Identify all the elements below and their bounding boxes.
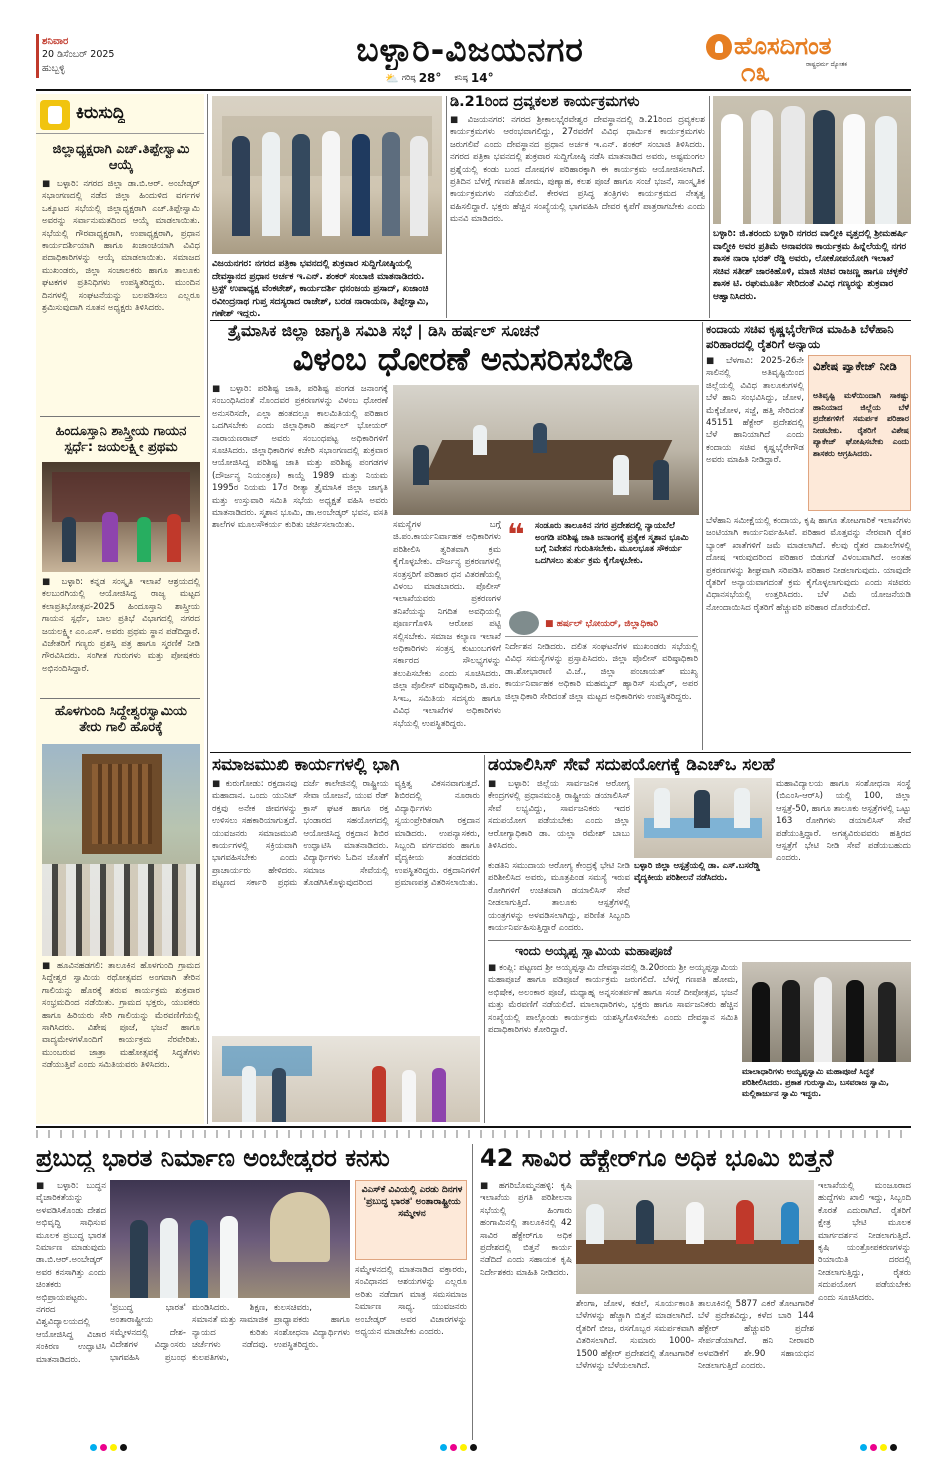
main-quote-author: ■ ಹರ್ಷಲ್ ಭೋಯರ್, ಜಿಲ್ಲಾಧಿಕಾರಿ — [545, 619, 659, 629]
main-body-3: ನಿರ್ದೇಶನ ನೀಡಿದರು. ದಲಿತ ಸಂಘಟನೆಗಳ ಮುಖಂಡರು ಸಭೆಯಲ್ಲಿ ವಿವಿಧ ಸಮಸ್ಯೆಗಳನ್ನು ಪ್ರಸ್ತಾಪಿಸಿದರು. ಜಿಲ್ಲಾ ಪೊಲೀಸ್ ವರಿಷ್ಠಾಧಿಕಾರಿ ಡಾ.ಶೋಭಾರಾಣಿ ವಿ.ಜೆ., ಜಿಲ್ಲಾ ಪಂಚಾಯತ್ ಮುಖ್ಯ ಕಾರ್ಯನಿರ್ವಾಹಕ ಅಧಿಕಾರಿ ಮಹಮ್ಮದ್ ಹ್ಯಾರಿಸ್ ಸುಮೈರ್, ಅಪರ ಜಿಲ್ಲಾಧಿಕಾರಿ ಸೇರಿದಂತೆ ಜಿಲ್ಲಾ ಮಟ್ಟದ ಅಧಿಕಾರಿಗಳು ಉಪಸ್ಥಿತರಿದ್ದರು. — [505, 642, 698, 702]
land-body-4: ಇಲಾಖೆಯಲ್ಲಿ ಮಂಜೂರಾದ ಹುದ್ದೆಗಳು ಖಾಲಿ ಇದ್ದು, ಸಿಬ್ಬಂದಿ ಕೊರತೆ ಎದುರಾಗಿದೆ. ರೈತರಿಗೆ ಕ್ಷೇತ್ರ ಭೇಟಿ ಮೂಲಕ ಮಾರ್ಗದರ್ಶನ ನೀಡಲಾಗುತ್ತಿದೆ. ಕೃಷಿ ಯಂತ್ರೋಪಕರಣಗಳನ್ನು ರಿಯಾಯಿತಿ ದರದಲ್ಲಿ ನೀಡಲಾಗುತ್ತಿದ್ದು, ರೈತರು ಸದುಪಯೋಗ ಪಡೆಯಬೇಕು ಎಂದು ಸೂಚಿಸಿದರು. — [818, 1181, 911, 1303]
dialysis-photo-caption: ಬಳ್ಳಾರಿ ಜಿಲ್ಲಾ ಆಸ್ಪತ್ರೆಯಲ್ಲಿ ಡಾ. ಎಸ್.ಬಸರೆಡ್ಡಿ ವೈದ್ಯಕೀಯ ಪರಿಶೀಲನೆ ನಡೆಸಿದರು. — [634, 861, 760, 883]
story2-headline: ಹಿಂದೂಸ್ತಾನಿ ಶಾಸ್ತ್ರೀಯ ಗಾಯನ ಸ್ಪರ್ಧೆ: ಜಯಲಕ್ಷ್ಮೀ ಪ್ರಥಮ — [55, 424, 187, 455]
right-body-2: ಬೆಳೆಹಾನಿ ಸಮೀಕ್ಷೆಯಲ್ಲಿ ಕಂದಾಯ, ಕೃಷಿ ಹಾಗೂ ತೋಟಗಾರಿಕೆ ಇಲಾಖೆಗಳು ಜಂಟಿಯಾಗಿ ಕಾರ್ಯನಿರ್ವಹಿಸಿವೆ. ಪರಿಹಾರ ಮೊತ್ತವನ್ನು ನೇರವಾಗಿ ರೈತರ ಬ್ಯಾಂಕ್ ಖಾತೆಗಳಿಗೆ ಜಮೆ ಮಾಡಲಾಗಿದೆ. ಕೆಲವು ರೈತರ ದಾಖಲೆಗಳಲ್ಲಿ ದೋಷ ಇರುವುದರಿಂದ ಪರಿಹಾರ ಬಿಡುಗಡೆ ವಿಳಂಬವಾಗಿದೆ. ಅಂತಹ ಪ್ರಕರಣಗಳನ್ನು ಶೀಘ್ರವಾಗಿ ಸರಿಪಡಿಸಿ ಪರಿಹಾರ ನೀಡಲಾಗುವುದು. ಯಾವುದೇ ರೈತರಿಗೆ ಅನ್ಯಾಯವಾಗದಂತೆ ಕ್ರಮ ಕೈಗೊಳ್ಳಲಾಗುವುದು ಎಂದು ಸಚಿವರು ವಿಧಾನಸಭೆಯಲ್ಲಿ ಉತ್ತರಿಸಿದರು. ಬೆಳೆ ವಿಮೆ ಯೋಜನೆಯಡಿ ನೋಂದಾಯಿಸಿದ ರೈತರಿಗೆ ಹೆಚ್ಚುವರಿ ಪರಿಹಾರ ದೊರೆಯಲಿದೆ. — [706, 516, 911, 613]
top-right-photo — [713, 96, 911, 224]
ambedkar-headline: ಪ್ರಬುದ್ಧ ಭಾರತ ನಿರ್ಮಾಣ ಅಂಬೇಡ್ಕರರ ಕನಸು — [36, 1144, 390, 1172]
social-body: ■ ಕುರುಗೋಡು: ರಕ್ತದಾನವು ಮಹಾದಾನ. ಒಂದು ಯುನಿಟ್ ರಕ್ತವು ಅನೇಕ ಜೀವಗಳನ್ನು ಉಳಿಸಲು ಸಹಕಾರಿಯಾಗುತ್ತದೆ. ಯುವಜನರು ಸಮಾಜಮುಖಿ ಕಾರ್ಯಗಳಲ್ಲಿ ಸಕ್ರಿಯವಾಗಿ ಭಾಗವಹಿಸಬೇಕು ಎಂದು ಪ್ರಾಚಾರ್ಯರು ಹೇಳಿದರು. ಪಟ್ಟಣದ ಸರ್ಕಾರಿ ಪ್ರಥಮ ದರ್ಜೆ ಕಾಲೇಜಿನಲ್ಲಿ ರಾಷ್ಟ್ರೀಯ ಸೇವಾ ಯೋಜನೆ, ಯುವ ರೆಡ್ ಕ್ರಾಸ್ ಘಟಕ ಹಾಗೂ ರಕ್ತ ಭಂಡಾರದ ಸಹಯೋಗದಲ್ಲಿ ಆಯೋಜಿಸಿದ್ದ ರಕ್ತದಾನ ಶಿಬಿರ ಉದ್ಘಾಟಿಸಿ ಮಾತನಾಡಿದರು. ವಿದ್ಯಾರ್ಥಿಗಳು ಓದಿನ ಜೊತೆಗೆ ಸಮಾಜ ಸೇವೆಯಲ್ಲಿ ತೊಡಗಿಸಿಕೊಳ್ಳುವುದರಿಂದ ವ್ಯಕ್ತಿತ್ವ ವಿಕಸನವಾಗುತ್ತದೆ. ಶಿಬಿರದಲ್ಲಿ ನೂರಾರು ವಿದ್ಯಾರ್ಥಿಗಳು ಸ್ವಯಂಪ್ರೇರಿತರಾಗಿ ರಕ್ತದಾನ ಮಾಡಿದರು. ಉಪನ್ಯಾಸಕರು, ಸಿಬ್ಬಂದಿ ವರ್ಗದವರು ಹಾಗೂ ವೈದ್ಯಕೀಯ ತಂಡದವರು ಉಪಸ್ಥಿತರಿದ್ದರು. ರಕ್ತದಾನಿಗಳಿಗೆ ಪ್ರಮಾಣಪತ್ರ ವಿತರಿಸಲಾಯಿತು. — [212, 779, 480, 889]
ambedkar-body-1: ■ ಬಳ್ಳಾರಿ: ಬುದ್ಧನ ವೈಚಾರಿಕತೆಯನ್ನು ಅಳವಡಿಸಿಕೊಂಡು ದೇಶದ ಅಭಿವೃದ್ಧಿ ಸಾಧಿಸುವ ಮೂಲಕ ಪ್ರಬುದ್ಧ ಭಾರತ ನಿರ್ಮಾಣ ಮಾಡುವುದು ಡಾ.ಬಿ.ಆರ್.ಅಂಬೇಡ್ಕರ್ ಅವರ ಕನಸಾಗಿತ್ತು ಎಂದು ಚಿಂತಕರು ಅಭಿಪ್ರಾಯಪಟ್ಟರು. ನಗರದ ವಿಶ್ವವಿದ್ಯಾಲಯದಲ್ಲಿ ಆಯೋಜಿಸಿದ್ದ ವಿಚಾರ ಸಂಕಿರಣ ಉದ್ಘಾಟಿಸಿ ಮಾತನಾಡಿದರು. — [36, 1181, 106, 1365]
top-left-photo — [212, 96, 442, 254]
main-meeting-photo — [393, 385, 699, 515]
page-number: ೧೩ — [741, 58, 771, 88]
ambedkar-stage-photo — [110, 1180, 350, 1298]
top-right-caption: ಬಳ್ಳಾರಿ: ಜಿ.ತರಂದು ಬಳ್ಳಾರಿ ನಗರದ ವಾಲ್ಮೀಕಿ ವೃತ್ತದಲ್ಲಿ ಶ್ರೀಮಹರ್ಷಿ ವಾಲ್ಮೀಕಿ ಅವರ ಪ್ರತಿಮೆ ಅನಾವರಣ ಕಾರ್ಯಕ್ರಮ ಹಿನ್ನೆಲೆಯಲ್ಲಿ ನಗರ ಶಾಸಕ ನಾರಾ ಭರತ್ ರೆಡ್ಡಿ ಅವರು, ಲೋಕೋಪಯೋಗಿ ಇಲಾಖೆ ಸಚಿವ ಸತೀಶ್ ಜಾರಕಿಹೊಳಿ, ಮಾಜಿ ಸಚಿವ ರಾಜಣ್ಣ ಹಾಗೂ ಚಳ್ಳಕೆರೆ ಶಾಸಕ ಟಿ. ರಘುಮೂರ್ತಿ ಸೇರಿದಂತೆ ವಿವಿಧ ಗಣ್ಯರನ್ನು ಶುಕ್ರವಾರ ಆಹ್ವಾನಿಸಿದರು. — [713, 229, 908, 302]
sidebar-title: ಕಿರುಸುದ್ದಿ — [76, 103, 126, 123]
newspaper-logo — [706, 30, 911, 86]
main-quote-text: ಸಂಡೂರು ತಾಲೂಕಿನ ನಗರ ಪ್ರದೇಶದಲ್ಲಿ ನ್ಯಾಯಬೆಲೆ ಅಂಗಡಿ ಪರಿಶಿಷ್ಟ ಜಾತಿ ಜನಾಂಗಕ್ಕೆ ಪ್ರತ್ಯೇಕ ಸ್ಮಶಾನ ಭೂಮಿ ಬಗ್ಗೆ ನಿವೇಶನ ಗುರುತಿಸಬೇಕು. ಮೂಲಭೂತ ಸೌಕರ್ಯ ಒದಗಿಸಲು ತುರ್ತು ಕ್ರಮ ಕೈಗೊಳ್ಳಬೇಕು. — [535, 521, 689, 566]
land-meeting-photo — [576, 1180, 814, 1294]
dialysis-headline: ಡಯಾಲಿಸಿಸ್ ಸೇವೆ ಸದುಪಯೋಗಕ್ಕೆ ಡಿಎಚ್‌ಒ ಸಲಹೆ — [488, 755, 775, 775]
dialysis-body-2: ಕುಡತಿನಿ ಸಮುದಾಯ ಆರೋಗ್ಯ ಕೇಂದ್ರಕ್ಕೆ ಭೇಟಿ ನೀಡಿ ಪರಿಶೀಲಿಸಿದ ಅವರು, ಮೂತ್ರಪಿಂಡ ಸಮಸ್ಯೆ ಇರುವ ರೋಗಿಗಳಿಗೆ ಉಚಿತವಾಗಿ ಡಯಾಲಿಸಿಸ್ ಸೇವೆ ನೀಡಲಾಗುತ್ತಿದೆ. ತಾಲೂಕು ಆಸ್ಪತ್ರೆಗಳಲ್ಲಿ ಯಂತ್ರಗಳನ್ನು ಅಳವಡಿಸಲಾಗಿದ್ದು, ಪರಿಣಿತ ಸಿಬ್ಬಂದಿ ಕಾರ್ಯನಿರ್ವಹಿಸುತ್ತಿದ್ದಾರೆ ಎಂದರು. — [488, 861, 630, 934]
print-color-marks-right — [860, 1444, 900, 1451]
masthead — [0, 0, 945, 92]
main-headline: ವಿಳಂಬ ಧೋರಣೆ ಅನುಸರಿಸಬೇಡಿ — [292, 340, 634, 378]
right-special-box — [808, 355, 911, 511]
paper-name: ಹೊಸದಿಗಂತ — [734, 32, 832, 60]
masthead-accent-bar — [36, 34, 39, 78]
right-box-title: ವಿಶೇಷ ಪ್ಯಾಕೇಜ್ ನೀಡಿ — [813, 359, 897, 373]
social-photo — [212, 1036, 480, 1122]
ayyappa-headline: ಇಂದು ಅಯ್ಯಪ್ಪ ಸ್ವಾಮಿಯ ಮಹಾಪೂಜೆ — [515, 943, 673, 958]
top-center-headline: ಡಿ.21ರಿಂದ ದ್ರವ್ಯಕಲಶ ಕಾರ್ಯಕ್ರಮಗಳು — [450, 94, 640, 110]
story3-photo — [42, 744, 200, 956]
ambedkar-body-2: 'ಪ್ರಬುದ್ಧ ಭಾರತ' ಅಂತಾರಾಷ್ಟ್ರೀಯ ಸಮ್ಮೇಳನದಲ್ಲಿ ದೇಶ-ವಿದೇಶಗಳ ವಿದ್ವಾಂಸರು ಭಾಗವಹಿಸಿ ಪ್ರಬಂಧ ಮಂಡಿಸಿದರು. ಶಿಕ್ಷಣ, ಸಮಾನತೆ ಮತ್ತು ಸಾಮಾಜಿಕ ನ್ಯಾಯದ ಕುರಿತು ಚರ್ಚೆಗಳು ನಡೆದವು. ಕುಲಪತಿಗಳು, ಕುಲಸಚಿವರು, ಪ್ರಾಧ್ಯಾಪಕರು ಹಾಗೂ ಸಂಶೋಧನಾ ವಿದ್ಯಾರ್ಥಿಗಳು ಉಪಸ್ಥಿತರಿದ್ದರು. — [110, 1303, 350, 1363]
masthead-date: 20 ಡಿಸೆಂಬರ್ 2025 — [42, 49, 115, 60]
page-section-title: ಬಳ್ಳಾರಿ-ವಿಜಯನಗರ — [356, 30, 584, 69]
ayyappa-body: ■ ಕಂಪ್ಲಿ: ಪಟ್ಟಣದ ಶ್ರೀ ಅಯ್ಯಪ್ಪಸ್ವಾಮಿ ದೇವಸ್ಥಾನದಲ್ಲಿ ಡಿ.20ರಂದು ಶ್ರೀ ಅಯ್ಯಪ್ಪಸ್ವಾಮಿಯ ಮಹಾಪೂಜೆ ಹಾಗೂ ಪಡಿಪೂಜೆ ಕಾರ್ಯಕ್ರಮ ಜರುಗಲಿದೆ. ಬೆಳಗ್ಗೆ ಗಣಪತಿ ಹೋಮ, ಅಭಿಷೇಕ, ಅಲಂಕಾರ ಪೂಜೆ, ಮಧ್ಯಾಹ್ನ ಅನ್ನಸಂತರ್ಪಣೆ ಹಾಗೂ ಸಂಜೆ ದೀಪೋತ್ಸವ, ಭಜನೆ ಮತ್ತು ಮೆರವಣಿಗೆ ನಡೆಯಲಿದೆ. ಮಾಲಾಧಾರಿಗಳು, ಭಕ್ತರು ಹಾಗೂ ಸಾರ್ವಜನಿಕರು ಹೆಚ್ಚಿನ ಸಂಖ್ಯೆಯಲ್ಲಿ ಪಾಲ್ಗೊಂಡು ಕಾರ್ಯಕ್ರಮ ಯಶಸ್ವಿಗೊಳಿಸಬೇಕು ಎಂದು ದೇವಸ್ಥಾನ ಸಮಿತಿ ಪದಾಧಿಕಾರಿಗಳು ಕೋರಿದ್ದಾರೆ. — [488, 963, 738, 1036]
ambedkar-box-title: ವಿಎಸ್‌ಕೆ ವಿವಿಯಲ್ಲಿ ಎರಡು ದಿನಗಳ 'ಪ್ರಬುದ್ಧ ಭಾರತ' ಅಂತಾರಾಷ್ಟ್ರೀಯ ಸಮ್ಮೇಳನ — [361, 1185, 463, 1219]
sun-cloud-icon: ⛅ — [385, 71, 399, 85]
ayyappa-photo-caption: ಮಾಲಾಧಾರಿಗಳು ಅಯ್ಯಪ್ಪಸ್ವಾಮಿ ಮಹಾಪೂಜೆ ಸಿದ್ಧತೆ ಪರಿಶೀಲಿಸಿದರು. ಪ್ರಕಾಶ ಗುರುಸ್ವಾಮಿ, ಬಸವರಾಜ ಸ್ವಾಮಿ, ಮಲ್ಲಿಕಾರ್ಜುನ ಸ್ವಾಮಿ ಇದ್ದರು. — [742, 1067, 890, 1098]
decorative-divider — [36, 1130, 911, 1138]
land-body-1: ■ ಹಗರಿಬೊಮ್ಮನಹಳ್ಳಿ: ಕೃಷಿ ಇಲಾಖೆಯ ಪ್ರಗತಿ ಪರಿಶೀಲನಾ ಸಭೆಯಲ್ಲಿ ಹಿಂಗಾರು ಹಂಗಾಮಿನಲ್ಲಿ ತಾಲೂಕಿನಲ್ಲಿ 42 ಸಾವಿರ ಹೆಕ್ಟೇರ್‌ಗೂ ಅಧಿಕ ಪ್ರದೇಶದಲ್ಲಿ ಬಿತ್ತನೆ ಕಾರ್ಯ ನಡೆದಿದೆ ಎಂದು ಸಹಾಯಕ ಕೃಷಿ ನಿರ್ದೇಶಕರು ಮಾಹಿತಿ ನೀಡಿದರು. — [480, 1181, 572, 1278]
ayyappa-photo — [742, 962, 911, 1062]
ayyappa-body-cont — [488, 1070, 738, 1122]
social-headline: ಸಮಾಜಮುಖಿ ಕಾರ್ಯಗಳಲ್ಲಿ ಭಾಗಿ — [212, 755, 400, 775]
story3-body: ■ ಹೂವಿನಹಡಗಲಿ: ತಾಲೂಕಿನ ಹೊಳಗುಂದಿ ಗ್ರಾಮದ ಸಿದ್ದೇಶ್ವರ ಸ್ವಾಮಿಯ ರಥೋತ್ಸವದ ಅಂಗವಾಗಿ ತೇರಿನ ಗಾಲಿಯನ್ನು ಹೊರಕ್ಕೆ ತರುವ ಕಾರ್ಯಕ್ರಮ ಶುಕ್ರವಾರ ಸಂಭ್ರಮದಿಂದ ನಡೆಯಿತು. ಗ್ರಾಮದ ಭಕ್ತರು, ಯುವಕರು ಹಾಗೂ ಹಿರಿಯರು ಸೇರಿ ಗಾಲಿಯನ್ನು ಮೆರವಣಿಗೆಯಲ್ಲಿ ಸಾಗಿಸಿದರು. ವಿಶೇಷ ಪೂಜೆ, ಭಜನೆ ಹಾಗೂ ವಾದ್ಯಮೇಳಗಳೊಂದಿಗೆ ಕಾರ್ಯಕ್ರಮ ನೆರವೇರಿತು. ಮುಂಬರುವ ಜಾತ್ರಾ ಮಹೋತ್ಸವಕ್ಕೆ ಸಿದ್ಧತೆಗಳು ನಡೆಯುತ್ತಿವೆ ಎಂದು ಸಮಿತಿಯವರು ತಿಳಿಸಿದರು. — [42, 961, 200, 1071]
story2-body: ■ ಬಳ್ಳಾರಿ: ಕನ್ನಡ ಸಂಸ್ಕೃತಿ ಇಲಾಖೆ ಆಶ್ರಯದಲ್ಲಿ ಕಲಬುರಗಿಯಲ್ಲಿ ಆಯೋಜಿಸಿದ್ದ ರಾಜ್ಯ ಮಟ್ಟದ ಕಲಾಪ್ರತಿಭೋತ್ಸವ-2025 ಹಿಂದೂಸ್ತಾನಿ ಶಾಸ್ತ್ರೀಯ ಗಾಯನ ಸ್ಪರ್ಧೆ, ಬಾಲ ಪ್ರತಿಭೆ ವಿಭಾಗದಲ್ಲಿ ನಗರದ ಜಯಲಕ್ಷ್ಮೀ ಎಂ.ಎಸ್. ಅವರು ಪ್ರಥಮ ಸ್ಥಾನ ಪಡೆದಿದ್ದಾರೆ. ವಿಜೇತರಿಗೆ ಗಣ್ಯರು ಪ್ರಶಸ್ತಿ ಪತ್ರ ಹಾಗೂ ಸ್ಮರಣಿಕೆ ನೀಡಿ ಗೌರವಿಸಿದರು. ಸಂಗೀತ ಗುರುಗಳು ಮತ್ತು ಪೋಷಕರು ಅಭಿನಂದಿಸಿದ್ದಾರೆ. — [42, 577, 200, 674]
sidebar-header — [36, 96, 204, 134]
story2-photo — [42, 462, 200, 572]
main-quote-box — [505, 519, 698, 637]
print-color-marks-center — [440, 1444, 480, 1451]
right-body-1: ■ ಬೆಳಗಾವಿ: 2025-26ನೇ ಸಾಲಿನಲ್ಲಿ ಅತಿವೃಷ್ಟಿಯಿಂದ ಜಿಲ್ಲೆಯಲ್ಲಿ ವಿವಿಧ ತಾಲೂಕುಗಳಲ್ಲಿ ಬೆಳೆ ಹಾನಿ ಸಂಭವಿಸಿದ್ದು, ಜೋಳ, ಮೆಕ್ಕೆಜೋಳ, ಸಜ್ಜೆ, ಹತ್ತಿ ಸೇರಿದಂತೆ 45151 ಹೆಕ್ಟೇರ್ ಪ್ರದೇಶದಲ್ಲಿ ಬೆಳೆ ಹಾನಿಯಾಗಿದೆ ಎಂದು ಕಂದಾಯ ಸಚಿವ ಕೃಷ್ಣಭೈರೇಗೌಡ ಅವರು ಮಾಹಿತಿ ನೀಡಿದ್ದಾರೆ. — [706, 356, 804, 466]
land-headline: 42 ಸಾವಿರ ಹೆಕ್ಟೇರ್‌ಗೂ ಅಧಿಕ ಭೂಮಿ ಬಿತ್ತನೆ — [480, 1144, 834, 1172]
main-body-1: ■ ಬಳ್ಳಾರಿ: ಪರಿಶಿಷ್ಟ ಜಾತಿ, ಪರಿಶಿಷ್ಟ ಪಂಗಡ ಜನಾಂಗಕ್ಕೆ ಸಂಬಂಧಿಸಿದಂತೆ ನೊಂದವರ ಪ್ರಕರಣಗಳನ್ನು ವಿಳಂಬ ಧೋರಣೆ ಅನುಸರಿಸದೇ, ಎಲ್ಲಾ ಹಂತದಲ್ಲೂ ಕಾಲಮಿತಿಯಲ್ಲಿ ಪರಿಹಾರ ಒದಗಿಸಬೇಕು ಎಂದು ಜಿಲ್ಲಾಧಿಕಾರಿ ಹರ್ಷಲ್ ಭೋಯರ್ ನಾರಾಯಣರಾವ್ ಅವರು ಸಂಬಂಧಪಟ್ಟ ಅಧಿಕಾರಿಗಳಿಗೆ ಸೂಚಿಸಿದರು. ಜಿಲ್ಲಾಧಿಕಾರಿಗಳ ಕಚೇರಿ ಸಭಾಂಗಣದಲ್ಲಿ ಶುಕ್ರವಾರ ಆಯೋಜಿಸಿದ್ದ ಪರಿಶಿಷ್ಟ ಜಾತಿ ಮತ್ತು ಪರಿಶಿಷ್ಟ ಪಂಗಡಗಳ (ದೌರ್ಜನ್ಯ ನಿಯಂತ್ರಣ) ಕಾಯ್ದೆ 1989 ಮತ್ತು ನಿಯಮ 1995ರ ನಿಯಮ 17ರ ರೀತ್ಯಾ ತ್ರೈಮಾಸಿಕ ಜಿಲ್ಲಾ ಜಾಗೃತಿ ಮತ್ತು ಉಸ್ತುವಾರಿ ಸಮಿತಿ ಸಭೆಯ ಅಧ್ಯಕ್ಷತೆ ವಹಿಸಿ ಅವರು ಮಾತನಾಡಿದರು. ಸ್ಮಶಾನ ಭೂಮಿ, ಡಾ.ಅಂಬೇಡ್ಕರ್ ಭವನ, ವಸತಿ ಶಾಲೆಗಳ ಮೂಲಸೌಕರ್ಯ ಕುರಿತು ಚರ್ಚಿಸಲಾಯಿತು. — [212, 384, 388, 531]
ambedkar-body-3: ಸಮ್ಮೇಳನದಲ್ಲಿ ಮಾತನಾಡಿದ ವಕ್ತಾರರು, ಸಂವಿಧಾನದ ಆಶಯಗಳನ್ನು ಎಲ್ಲರೂ ಅರಿತು ನಡೆದಾಗ ಮಾತ್ರ ಸಮಸಮಾಜ ನಿರ್ಮಾಣ ಸಾಧ್ಯ. ಯುವಜನರು ಅಂಬೇಡ್ಕರ್ ಅವರ ವಿಚಾರಗಳನ್ನು ಅಧ್ಯಯನ ಮಾಡಬೇಕು ಎಂದರು. — [355, 1265, 467, 1338]
dialysis-body-3: ಮಹಾವಿದ್ಯಾಲಯ ಹಾಗೂ ಸಂಶೋಧನಾ ಸಂಸ್ಥೆ (ಬಿಎಂಸಿ-ಆರ್‌ಸಿ) ಯಲ್ಲಿ 100, ಜಿಲ್ಲಾ ಆಸ್ಪತ್ರೆ-50, ಹಾಗೂ ತಾಲೂಕು ಆಸ್ಪತ್ರೆಗಳಲ್ಲಿ ಒಟ್ಟು 163 ರೋಗಿಗಳು ಡಯಾಲಿಸಿಸ್ ಸೇವೆ ಪಡೆಯುತ್ತಿದ್ದಾರೆ. ಅಗತ್ಯವಿರುವವರು ಹತ್ತಿರದ ಆಸ್ಪತ್ರೆಗೆ ಭೇಟಿ ನೀಡಿ ಸೇವೆ ಪಡೆಯಬಹುದು ಎಂದರು. — [776, 779, 911, 864]
quote-mark-icon: ❝ — [507, 518, 525, 553]
pointing-hand-icon — [40, 100, 70, 130]
dialysis-body-1: ■ ಬಳ್ಳಾರಿ: ಜಿಲ್ಲೆಯ ಸಾರ್ವಜನಿಕ ಆರೋಗ್ಯ ಕೇಂದ್ರಗಳಲ್ಲಿ ಪ್ರಧಾನಮಂತ್ರಿ ರಾಷ್ಟ್ರೀಯ ಡಯಾಲಿಸಿಸ್ ಸೇವೆ ಲಭ್ಯವಿದ್ದು, ಸಾರ್ವಜನಿಕರು ಇದರ ಸದುಪಯೋಗ ಪಡೆಯಬೇಕು ಎಂದು ಜಿಲ್ಲಾ ಆರೋಗ್ಯಾಧಿಕಾರಿ ಡಾ. ಯಲ್ಲಾ ರಮೇಶ್ ಬಾಬು ತಿಳಿಸಿದರು. — [488, 779, 630, 852]
sidebar-kirusuddi — [36, 94, 204, 1124]
story3-headline: ಹೊಳಗುಂದಿ ಸಿದ್ದೇಶ್ವರಸ್ವಾಮಿಯ ತೇರು ಗಾಲಿ ಹೊರಕ್ಕೆ — [55, 704, 187, 735]
collector-avatar — [509, 611, 539, 635]
top-center-body: ■ ವಿಜಯನಗರ: ನಗರದ ಶ್ರೀಕಾಲಭೈರವೇಶ್ವರ ದೇವಸ್ಥಾನದಲ್ಲಿ ಡಿ.21ರಿಂದ ದ್ರವ್ಯಕಲಶ ಕಾರ್ಯಕ್ರಮಗಳು ಆರಂಭವಾಗಲಿದ್ದು, 27ರವರೆಗೆ ವಿವಿಧ ಧಾರ್ಮಿಕ ಕಾರ್ಯಕ್ರಮಗಳು ಜರುಗಲಿವೆ ಎಂದು ದೇವಸ್ಥಾನದ ಪ್ರಧಾನ ಅರ್ಚಕ ಇ.ಎನ್. ಶಂಕರ್ ಸಂಬಾಜಿ ತಿಳಿಸಿದರು. ನಗರದ ಪತ್ರಿಕಾ ಭವನದಲ್ಲಿ ಶುಕ್ರವಾರ ಸುದ್ದಿಗೋಷ್ಠಿ ನಡೆಸಿ ಮಾತನಾಡಿದ ಅವರು, ಅಷ್ಟಮಂಗಲ ಪ್ರಶ್ನೆಯಲ್ಲಿ ಕಂಡು ಬಂದ ದೋಷಗಳ ಪರಿಹಾರಕ್ಕಾಗಿ ಈ ಕಾರ್ಯಕ್ರಮ ಆಯೋಜಿಸಲಾಗಿದೆ. ಪ್ರತಿದಿನ ಬೆಳಗ್ಗೆ ಗಣಪತಿ ಹೋಮ, ಪುಣ್ಯಾಹ, ಕಲಶ ಪೂಜೆ ಹಾಗೂ ಸಂಜೆ ಭಜನೆ, ಸಾಂಸ್ಕೃತಿಕ ಕಾರ್ಯಕ್ರಮಗಳು ನಡೆಯಲಿವೆ. ಕೇರಳದ ಪ್ರಸಿದ್ಧ ತಂತ್ರಿಗಳು ಕಾರ್ಯಕ್ರಮದ ನೇತೃತ್ವ ವಹಿಸಲಿದ್ದಾರೆ. ಭಕ್ತರು ಹೆಚ್ಚಿನ ಸಂಖ್ಯೆಯಲ್ಲಿ ಭಾಗವಹಿಸಿ ದೇವರ ಕೃಪೆಗೆ ಪಾತ್ರರಾಗಬೇಕು ಎಂದು ಮನವಿ ಮಾಡಿದರು. — [450, 115, 705, 225]
land-body-3: ತಾಲೂಕಿನಲ್ಲಿ 5877 ಎಕರೆ ತೋಟಗಾರಿಕೆ ಬೆಳೆ ಪ್ರದೇಶವಿದ್ದು, ಕಳೆದ ಬಾರಿ 144 ಹೆಕ್ಟೇರ್ ಹೆಚ್ಚುವರಿ ಪ್ರದೇಶ ಸೇರ್ಪಡೆಯಾಗಿದೆ. ಹನಿ ನೀರಾವರಿ ಅಳವಡಿಕೆಗೆ ಶೇ.90 ಸಹಾಯಧನ ನೀಡಲಾಗುತ್ತಿದೆ ಎಂದರು. — [698, 1299, 814, 1372]
right-box-body: ಅತಿವೃಷ್ಟಿ ಮಳೆಯಿಂದಾಗಿ ಸಾಕಷ್ಟು ಹಾನಿಯಾದ ಜಿಲ್ಲೆಯ ಬೆಳೆ ಪ್ರದೇಶಗಳಿಗೆ ಸಮರ್ಪಕ ಪರಿಹಾರ ನೀಡಬೇಕು. ರೈತರಿಗೆ ವಿಶೇಷ ಪ್ಯಾಕೇಜ್ ಘೋಷಿಸಬೇಕು ಎಂದು ಶಾಸಕರು ಆಗ್ರಹಿಸಿದರು. — [813, 391, 909, 458]
story1-headline: ಜಿಲ್ಲಾಧ್ಯಕ್ಷರಾಗಿ ಎಚ್.ತಿಪ್ಪೇಸ್ವಾಮಿ ಆಯ್ಕೆ — [52, 142, 190, 173]
ambedkar-highlight-box — [355, 1180, 467, 1260]
masthead-day: ಶನಿವಾರ — [42, 36, 69, 47]
story1-body: ■ ಬಳ್ಳಾರಿ: ನಗರದ ಜಿಲ್ಲಾ ಡಾ.ಬಿ.ಆರ್. ಅಂಬೇಡ್ಕರ್ ಸಭಾಂಗಣದಲ್ಲಿ ನಡೆದ ಜಿಲ್ಲಾ ಹಿಂದುಳಿದ ವರ್ಗಗಳ ಒಕ್ಕೂಟದ ಸಭೆಯಲ್ಲಿ ಜಿಲ್ಲಾಧ್ಯಕ್ಷರಾಗಿ ಎಚ್.ತಿಪ್ಪೇಸ್ವಾಮಿ ಅವರನ್ನು ಸರ್ವಾನುಮತದಿಂದ ಆಯ್ಕೆ ಮಾಡಲಾಯಿತು. ಸಭೆಯಲ್ಲಿ ಗೌರವಾಧ್ಯಕ್ಷರಾಗಿ, ಉಪಾಧ್ಯಕ್ಷರಾಗಿ, ಪ್ರಧಾನ ಕಾರ್ಯದರ್ಶಿಯಾಗಿ ಹಾಗೂ ಖಜಾಂಚಿಯಾಗಿ ವಿವಿಧ ಪದಾಧಿಕಾರಿಗಳನ್ನು ಆಯ್ಕೆ ಮಾಡಲಾಯಿತು. ಸಮಾಜದ ಮುಖಂಡರು, ಜಿಲ್ಲಾ ಸಂಚಾಲಕರು ಹಾಗೂ ತಾಲೂಕು ಘಟಕಗಳ ಪ್ರತಿನಿಧಿಗಳು ಉಪಸ್ಥಿತರಿದ್ದರು. ಮುಂದಿನ ದಿನಗಳಲ್ಲಿ ಸಂಘಟನೆಯನ್ನು ಬಲಪಡಿಸಲು ಎಲ್ಲರೂ ಶ್ರಮಿಸುವುದಾಗಿ ನೂತನ ಅಧ್ಯಕ್ಷರು ತಿಳಿಸಿದರು. — [42, 179, 200, 314]
dialysis-photo — [634, 778, 772, 858]
main-body-2: ಸಮಸ್ಯೆಗಳ ಬಗ್ಗೆ ಜಿ.ಪಂ.ಕಾರ್ಯನಿರ್ವಾಹಕ ಅಧಿಕಾರಿಗಳು ಪರಿಶೀಲಿಸಿ ತ್ವರಿತವಾಗಿ ಕ್ರಮ ಕೈಗೊಳ್ಳಬೇಕು. ದೌರ್ಜನ್ಯ ಪ್ರಕರಣಗಳಲ್ಲಿ ಸಂತ್ರಸ್ತರಿಗೆ ಪರಿಹಾರ ಧನ ವಿತರಣೆಯಲ್ಲಿ ವಿಳಂಬ ಮಾಡಬಾರದು. ಪೊಲೀಸ್ ಇಲಾಖೆಯವರು ಪ್ರಕರಣಗಳ ತನಿಖೆಯನ್ನು ನಿಗದಿತ ಅವಧಿಯಲ್ಲಿ ಪೂರ್ಣಗೊಳಿಸಿ ಆರೋಪ ಪಟ್ಟಿ ಸಲ್ಲಿಸಬೇಕು. ಸಮಾಜ ಕಲ್ಯಾಣ ಇಲಾಖೆ ಅಧಿಕಾರಿಗಳು ಸಂತ್ರಸ್ತ ಕುಟುಂಬಗಳಿಗೆ ಸರ್ಕಾರದ ಸೌಲಭ್ಯಗಳನ್ನು ತಲುಪಿಸಬೇಕು ಎಂದು ಸೂಚಿಸಿದರು. ಜಿಲ್ಲಾ ಪೊಲೀಸ್ ವರಿಷ್ಠಾಧಿಕಾರಿ, ಜಿ.ಪಂ. ಸಿಇಒ, ಸಮಿತಿಯ ಸದಸ್ಯರು ಹಾಗೂ ವಿವಿಧ ಇಲಾಖೆಗಳ ಅಧಿಕಾರಿಗಳು ಸಭೆಯಲ್ಲಿ ಉಪಸ್ಥಿತರಿದ್ದರು. — [393, 520, 501, 729]
paper-tagline: ರಾಷ್ಟ್ರಧರ್ಮ ದ್ಯೋತಕ — [806, 61, 847, 68]
land-body-2: ಶೇಂಗಾ, ಜೋಳ, ಕಡಲೆ, ಸೂರ್ಯಕಾಂತಿ ಬೆಳೆಗಳನ್ನು ಹೆಚ್ಚಾಗಿ ಬಿತ್ತನೆ ಮಾಡಲಾಗಿದೆ. ರೈತರಿಗೆ ಬೀಜ, ರಸಗೊಬ್ಬರ ಸಮರ್ಪಕವಾಗಿ ವಿತರಿಸಲಾಗಿದೆ. ಸುಮಾರು 1000-1500 ಹೆಕ್ಟೇರ್ ಪ್ರದೇಶದಲ್ಲಿ ತೋಟಗಾರಿಕೆ ಬೆಳೆಗಳನ್ನು ಬೆಳೆಯಲಾಗಿದೆ. — [576, 1299, 694, 1372]
right-headline: ಕಂದಾಯ ಸಚಿವ ಕೃಷ್ಣಭೈರೇಗೌಡ ಮಾಹಿತಿ ಬೆಳೆಹಾನಿ ಪರಿಹಾರದಲ್ಲಿ ರೈತರಿಗೆ ಅನ್ಯಾಯ — [706, 322, 894, 351]
main-kicker: ತ್ರೈಮಾಸಿಕ ಜಿಲ್ಲಾ ಜಾಗೃತಿ ಸಮಿತಿ ಸಭೆ | ಡಿಸಿ ಹರ್ಷಲ್ ಸೂಚನೆ — [228, 322, 540, 340]
top-left-caption: ವಿಜಯನಗರ: ನಗರದ ಪತ್ರಿಕಾ ಭವನದಲ್ಲಿ ಶುಕ್ರವಾರ ಸುದ್ದಿಗೋಷ್ಠಿಯಲ್ಲಿ ದೇವಸ್ಥಾನದ ಪ್ರಧಾನ ಅರ್ಚಕ ಇ.ಎನ್. ಶಂಕರ್ ಸಂಬಾಜಿ ಮಾತನಾಡಿದರು. ಟ್ರಸ್ಟ್ ಉಪಾಧ್ಯಕ್ಷ ವೆಂಕಟೇಶ್, ಕಾರ್ಯದರ್ಶಿ ಧನಂಜಯ ಪ್ರಸಾದ್, ಖಜಾಂಚಿ ರವೀಂದ್ರನಾಥ ಗುಪ್ತ ಸದಸ್ಯರಾದ ರಾಜೇಶ್, ಬರಡ ನಾರಾಯಣ, ತಿಪ್ಪೇಸ್ವಾಮಿ, ಗಣೇಶ್ ಇದ್ದರು. — [212, 259, 429, 318]
print-color-marks-left — [90, 1444, 130, 1451]
weather: ⛅ ಗರಿಷ್ಠ 28° ಕನಿಷ್ಠ 14° — [385, 71, 494, 85]
masthead-city: ಹುಬ್ಬಳ್ಳಿ — [42, 63, 65, 74]
